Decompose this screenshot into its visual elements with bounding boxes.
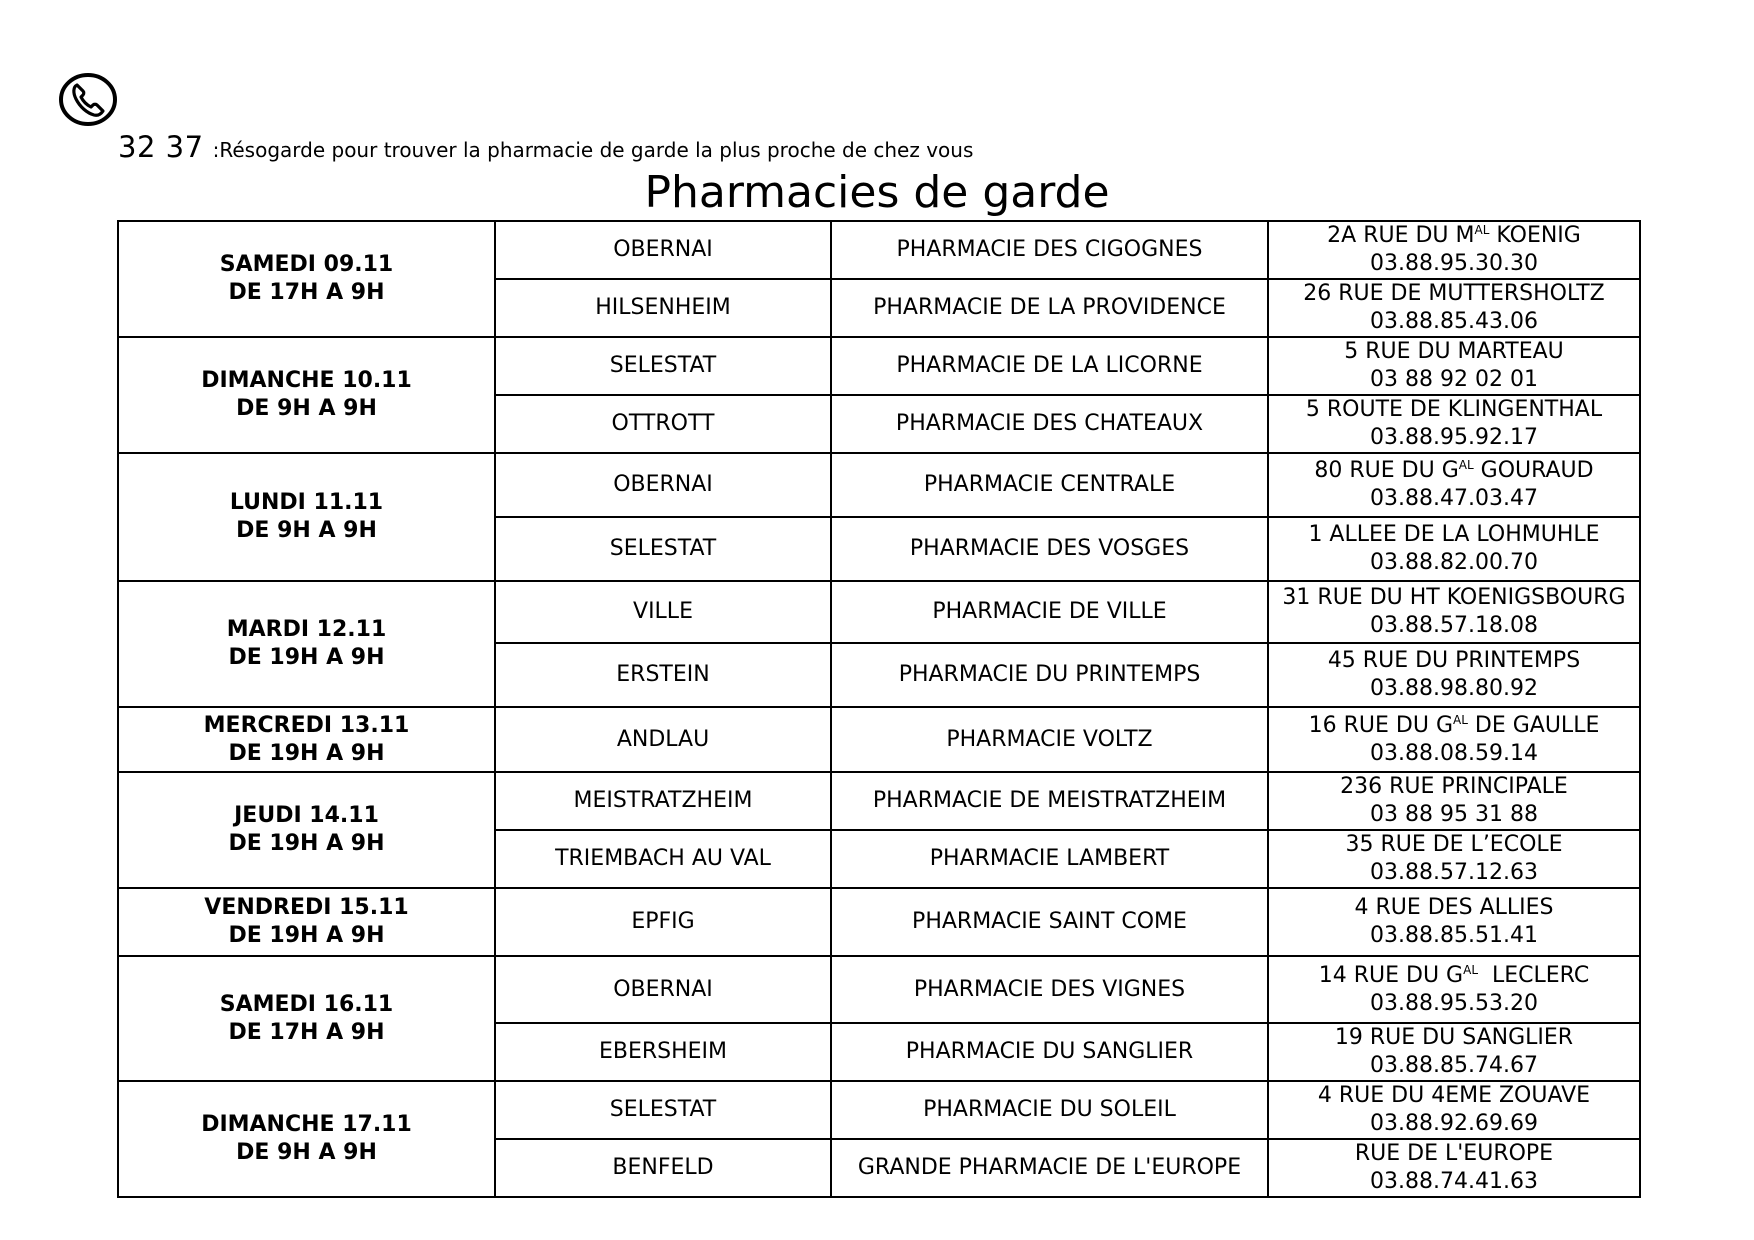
street-address (1269, 831, 1639, 859)
street-address (1269, 1140, 1639, 1168)
address-cell (1268, 581, 1640, 643)
day-cell (118, 707, 495, 772)
address-text: 26 RUE DE MUTTERSHOLTZ (1303, 281, 1605, 306)
street-address (1269, 1024, 1639, 1052)
street-address (1269, 280, 1639, 308)
pharmacy-name-cell: PHARMACIE DU SANGLIER (831, 1023, 1268, 1081)
table-row (118, 956, 1640, 1023)
address-cell (1268, 279, 1640, 337)
address-superscript: AL (1453, 712, 1468, 727)
hotline (118, 130, 973, 164)
street-address (1269, 521, 1639, 549)
town-cell: OBERNAI (495, 221, 831, 279)
town-cell: ANDLAU (495, 707, 831, 772)
hours-label: DE 19H A 9H (228, 645, 385, 670)
town-cell: SELESTAT (495, 1081, 831, 1139)
duty-pharmacies-table (117, 220, 1641, 1198)
town-cell: SELESTAT (495, 517, 831, 581)
pharmacy-name-cell: PHARMACIE DU PRINTEMPS (831, 643, 1268, 707)
hotline-text: :Résogarde pour trouver la pharmacie de garde la plus proche de chez vous (212, 138, 974, 162)
hours-label: DE 19H A 9H (228, 740, 385, 766)
street-address (1269, 584, 1639, 612)
address-text: 2A RUE DU M (1327, 223, 1475, 248)
hours-label: DE 19H A 9H (228, 831, 385, 856)
address-cell (1268, 337, 1640, 395)
hotline-number: 32 37 (118, 130, 204, 164)
table-row (118, 221, 1640, 279)
address-text: 16 RUE DU G (1308, 712, 1453, 738)
table-row (118, 772, 1640, 830)
hours-label: DE 19H A 9H (228, 923, 385, 948)
table-row (118, 1081, 1640, 1139)
street-address (1269, 338, 1639, 366)
address-cell (1268, 956, 1640, 1023)
address-text-end: DE GAULLE (1467, 712, 1600, 738)
address-cell (1268, 395, 1640, 453)
address-cell (1268, 888, 1640, 956)
day-label: LUNDI 11.11 (229, 490, 384, 515)
address-text-end: GOURAUD (1473, 458, 1594, 483)
pharmacy-name-cell: PHARMACIE DE LA PROVIDENCE (831, 279, 1268, 337)
pharmacy-name-cell: PHARMACIE CENTRALE (831, 453, 1268, 517)
pharmacy-name-cell: PHARMACIE VOLTZ (831, 707, 1268, 772)
phone-number: 03.88.85.74.67 (1370, 1053, 1538, 1078)
town-cell: ERSTEIN (495, 643, 831, 707)
street-address (1269, 647, 1639, 675)
pharmacy-name-cell: PHARMACIE DES VOSGES (831, 517, 1268, 581)
hours-label: DE 9H A 9H (236, 518, 377, 543)
day-cell (118, 337, 495, 453)
hours-label: DE 9H A 9H (236, 396, 377, 421)
address-cell (1268, 1023, 1640, 1081)
address-text: 31 RUE DU HT KOENIGSBOURG (1282, 585, 1626, 610)
address-text: 236 RUE PRINCIPALE (1340, 774, 1568, 799)
day-cell (118, 221, 495, 337)
address-cell (1268, 707, 1640, 772)
town-cell: HILSENHEIM (495, 279, 831, 337)
day-label: DIMANCHE 17.11 (201, 1112, 412, 1137)
hours-label: DE 9H A 9H (236, 1140, 377, 1165)
day-label: SAMEDI 16.11 (219, 991, 394, 1017)
hours-label: DE 17H A 9H (228, 1019, 385, 1045)
street-address (1269, 457, 1639, 485)
pharmacy-name-cell: PHARMACIE LAMBERT (831, 830, 1268, 888)
phone-number: 03.88.95.30.30 (1370, 251, 1538, 276)
phone-number: 03 88 95 31 88 (1370, 802, 1538, 827)
day-cell (118, 581, 495, 707)
street-address (1269, 712, 1639, 740)
address-text-end: LECLERC (1478, 962, 1590, 988)
address-cell (1268, 517, 1640, 581)
address-cell (1268, 643, 1640, 707)
pharmacy-name-cell: PHARMACIE DES CHATEAUX (831, 395, 1268, 453)
pharmacy-name-cell: PHARMACIE DE VILLE (831, 581, 1268, 643)
address-cell (1268, 221, 1640, 279)
town-cell: SELESTAT (495, 337, 831, 395)
address-cell (1268, 453, 1640, 517)
pharmacy-name-cell: PHARMACIE DES VIGNES (831, 956, 1268, 1023)
street-address (1269, 962, 1639, 990)
street-address (1269, 222, 1639, 250)
phone-number: 03.88.92.69.69 (1370, 1111, 1538, 1136)
address-cell (1268, 1081, 1640, 1139)
pharmacy-name-cell: PHARMACIE DE MEISTRATZHEIM (831, 772, 1268, 830)
phone-number: 03.88.95.53.20 (1370, 990, 1538, 1016)
address-cell (1268, 830, 1640, 888)
address-text-end: KOENIG (1489, 223, 1581, 248)
phone-number: 03.88.57.18.08 (1370, 613, 1538, 638)
address-superscript: AL (1463, 962, 1479, 977)
pharmacy-name-cell: PHARMACIE DES CIGOGNES (831, 221, 1268, 279)
address-text: 19 RUE DU SANGLIER (1334, 1025, 1574, 1050)
phone-number: 03.88.82.00.70 (1370, 550, 1538, 575)
day-cell (118, 453, 495, 581)
phone-number: 03.88.95.92.17 (1370, 425, 1538, 450)
day-cell (118, 888, 495, 956)
pharmacy-name-cell: PHARMACIE SAINT COME (831, 888, 1268, 956)
pharmacy-name-cell: PHARMACIE DU SOLEIL (831, 1081, 1268, 1139)
town-cell: EBERSHEIM (495, 1023, 831, 1081)
address-text: 45 RUE DU PRINTEMPS (1327, 648, 1581, 673)
phone-number: 03.88.98.80.92 (1370, 676, 1538, 701)
address-superscript: AL (1474, 223, 1490, 237)
address-text: 35 RUE DE L’ECOLE (1345, 832, 1563, 857)
town-cell: OTTROTT (495, 395, 831, 453)
address-cell (1268, 1139, 1640, 1197)
phone-number: 03.88.85.43.06 (1370, 309, 1538, 334)
day-cell (118, 772, 495, 888)
town-cell: TRIEMBACH AU VAL (495, 830, 831, 888)
phone-number: 03 88 92 02 01 (1370, 367, 1538, 392)
pharmacy-name-cell: PHARMACIE DE LA LICORNE (831, 337, 1268, 395)
street-address (1269, 396, 1639, 424)
table-row (118, 337, 1640, 395)
table-row (118, 888, 1640, 956)
day-label: VENDREDI 15.11 (204, 895, 409, 920)
day-label: JEUDI 14.11 (234, 803, 379, 828)
day-label: MARDI 12.11 (226, 617, 387, 642)
address-text: 5 RUE DU MARTEAU (1344, 339, 1564, 364)
address-text: 4 RUE DES ALLIES (1354, 895, 1554, 920)
town-cell: OBERNAI (495, 956, 831, 1023)
town-cell: MEISTRATZHEIM (495, 772, 831, 830)
phone-number: 03.88.47.03.47 (1370, 486, 1538, 511)
town-cell: OBERNAI (495, 453, 831, 517)
table-row (118, 707, 1640, 772)
street-address (1269, 773, 1639, 801)
phone-number: 03.88.74.41.63 (1370, 1169, 1538, 1194)
phone-number: 03.88.85.51.41 (1370, 923, 1538, 948)
day-label: MERCREDI 13.11 (203, 712, 410, 738)
address-text: RUE DE L'EUROPE (1354, 1141, 1554, 1166)
address-text: 80 RUE DU G (1314, 458, 1459, 483)
day-label: DIMANCHE 10.11 (201, 368, 412, 393)
hours-label: DE 17H A 9H (228, 280, 385, 305)
address-cell (1268, 772, 1640, 830)
town-cell: BENFELD (495, 1139, 831, 1197)
street-address (1269, 894, 1639, 922)
address-superscript: AL (1458, 458, 1474, 472)
phone-icon (58, 72, 118, 127)
address-text: 14 RUE DU G (1318, 962, 1464, 988)
day-cell (118, 1081, 495, 1197)
phone-number: 03.88.57.12.63 (1370, 860, 1538, 885)
table-row (118, 581, 1640, 643)
town-cell: VILLE (495, 581, 831, 643)
pharmacy-name-cell: GRANDE PHARMACIE DE L'EUROPE (831, 1139, 1268, 1197)
day-cell (118, 956, 495, 1081)
address-text: 4 RUE DU 4EME ZOUAVE (1317, 1083, 1591, 1108)
address-text: 5 ROUTE DE KLINGENTHAL (1305, 397, 1603, 422)
day-label: SAMEDI 09.11 (219, 252, 394, 277)
phone-number: 03.88.08.59.14 (1370, 740, 1538, 766)
table-row (118, 453, 1640, 517)
street-address (1269, 1082, 1639, 1110)
address-text: 1 ALLEE DE LA LOHMUHLE (1308, 522, 1600, 547)
town-cell: EPFIG (495, 888, 831, 956)
page-title: Pharmacies de garde (644, 167, 1110, 218)
